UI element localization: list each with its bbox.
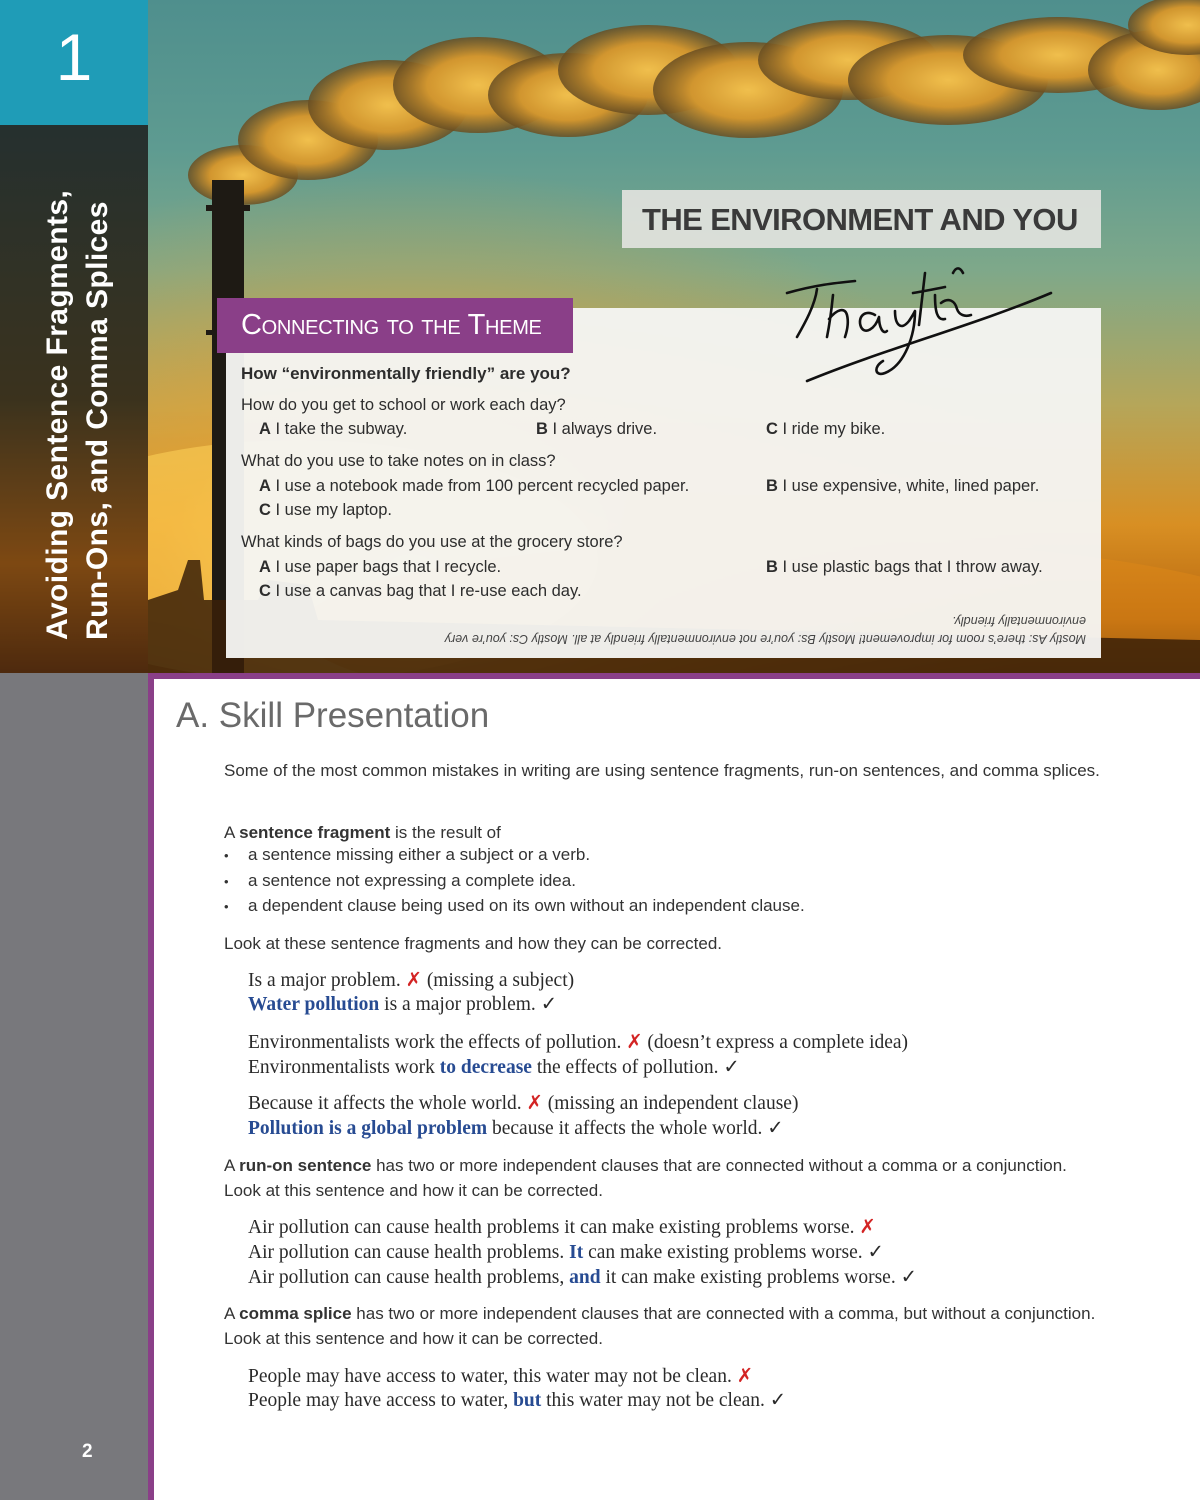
- quiz-answer-1c: C I ride my bike.: [766, 420, 886, 438]
- comma-splice-definition: A comma splice has two or more independent clauses that are connected with a comma, but without a conjunction. Look at this sentence and how it can be corrected.: [224, 1304, 1096, 1348]
- quiz-question-1: How do you get to school or work each day?: [241, 396, 566, 414]
- handwritten-signature: [775, 245, 1065, 395]
- cross-icon: ✗: [526, 1093, 543, 1114]
- quiz-answer-2a: A I use a notebook made from 100 percent recycled paper.: [259, 477, 690, 495]
- cross-icon: ✗: [736, 1366, 754, 1387]
- fragment-example-3-fix: Pollution is a global problem because it affects the whole world. ✓: [248, 1118, 784, 1139]
- quiz-answer-key: Mostly As: there’s room for improvement! Mostly Bs: you’re not environmentally friendly at all. Mostly Cs: you’re very environmentally friendly.: [444, 614, 1086, 646]
- fragment-example-1-wrong: Is a major problem. ✗ (missing a subject): [248, 970, 575, 991]
- fragment-definition: A sentence fragment is the result of: [224, 823, 501, 842]
- quiz-answer-2b: B I use expensive, white, lined paper.: [766, 477, 1040, 495]
- fragment-bullet-1: • a sentence missing either a subject or a verb.: [224, 845, 591, 864]
- quiz-answer-3a: A I use paper bags that I recycle.: [259, 558, 502, 576]
- sidebar-rail: [0, 673, 148, 1500]
- check-icon: ✓: [767, 1118, 784, 1139]
- fragment-bullet-2: • a sentence not expressing a complete idea.: [224, 871, 576, 890]
- cross-icon: ✗: [626, 1032, 643, 1053]
- chapter-tab: [0, 0, 148, 125]
- cross-icon: ✗: [405, 970, 422, 991]
- fragment-example-2-wrong: Environmentalists work the effects of pollution. ✗ (doesn’t express a complete idea): [248, 1032, 909, 1053]
- quiz-title: How “environmentally friendly” are you?: [241, 364, 571, 383]
- check-icon: ✓: [867, 1242, 884, 1263]
- quiz-answer-2c: C I use my laptop.: [259, 501, 392, 519]
- theme-title: THE ENVIRONMENT AND YOU: [642, 202, 1078, 237]
- quiz-answer-3b: B I use plastic bags that I throw away.: [766, 558, 1043, 576]
- intro-paragraph: Some of the most common mistakes in writing are using sentence fragments, run-on sentences, and comma splices.: [224, 761, 1100, 780]
- check-icon: ✓: [540, 994, 558, 1015]
- page-number: 2: [82, 1441, 93, 1462]
- fragment-lead: Look at these sentence fragments and how they can be corrected.: [224, 934, 723, 953]
- runon-definition: A run-on sentence has two or more independent clauses that are connected without a comma or a conjunction. Look at this sentence and how it can be corrected.: [224, 1156, 1067, 1200]
- comma-splice-example-wrong: People may have access to water, this water may not be clean. ✗: [248, 1366, 754, 1387]
- runon-example-wrong: Air pollution can cause health problems it can make existing problems worse. ✗: [248, 1217, 876, 1238]
- fragment-example-1-fix: Water pollution is a major problem. ✓: [248, 994, 558, 1015]
- comma-splice-example-fix: People may have access to water, but this water may not be clean. ✓: [248, 1390, 787, 1411]
- connecting-theme-label: [217, 298, 573, 353]
- quiz-question-2: What do you use to take notes on in class?: [241, 452, 556, 470]
- chapter-title-line2: Run-Ons, and Comma Splices: [81, 201, 114, 640]
- chapter-number: 1: [55, 20, 93, 94]
- quiz-answer-3c: C I use a canvas bag that I re-use each day.: [259, 582, 582, 600]
- check-icon: ✓: [900, 1267, 917, 1288]
- fragment-example-2-fix: Environmentalists work to decrease the effects of pollution. ✓: [248, 1057, 740, 1078]
- chapter-title: [38, 120, 118, 640]
- quiz-answer-1a: A I take the subway.: [259, 420, 408, 438]
- runon-example-fix-1: Air pollution can cause health problems. It can make existing problems worse. ✓: [248, 1242, 884, 1263]
- chapter-title-line1: Avoiding Sentence Fragments,: [41, 189, 74, 640]
- check-icon: ✓: [769, 1390, 787, 1411]
- connecting-theme-text: Connecting to the Theme: [241, 309, 542, 341]
- check-icon: ✓: [723, 1057, 740, 1078]
- runon-example-fix-2: Air pollution can cause health problems, and it can make existing problems worse. ✓: [248, 1267, 917, 1288]
- theme-banner: [622, 190, 1101, 248]
- fragment-bullet-3: • a dependent clause being used on its own without an independent clause.: [224, 896, 805, 915]
- section-title: A. Skill Presentation: [176, 696, 490, 735]
- quiz-answer-1b: B I always drive.: [536, 420, 658, 438]
- fragment-example-3-wrong: Because it affects the whole world. ✗ (missing an independent clause): [248, 1093, 799, 1114]
- cross-icon: ✗: [859, 1217, 876, 1238]
- quiz-question-3: What kinds of bags do you use at the grocery store?: [241, 533, 623, 551]
